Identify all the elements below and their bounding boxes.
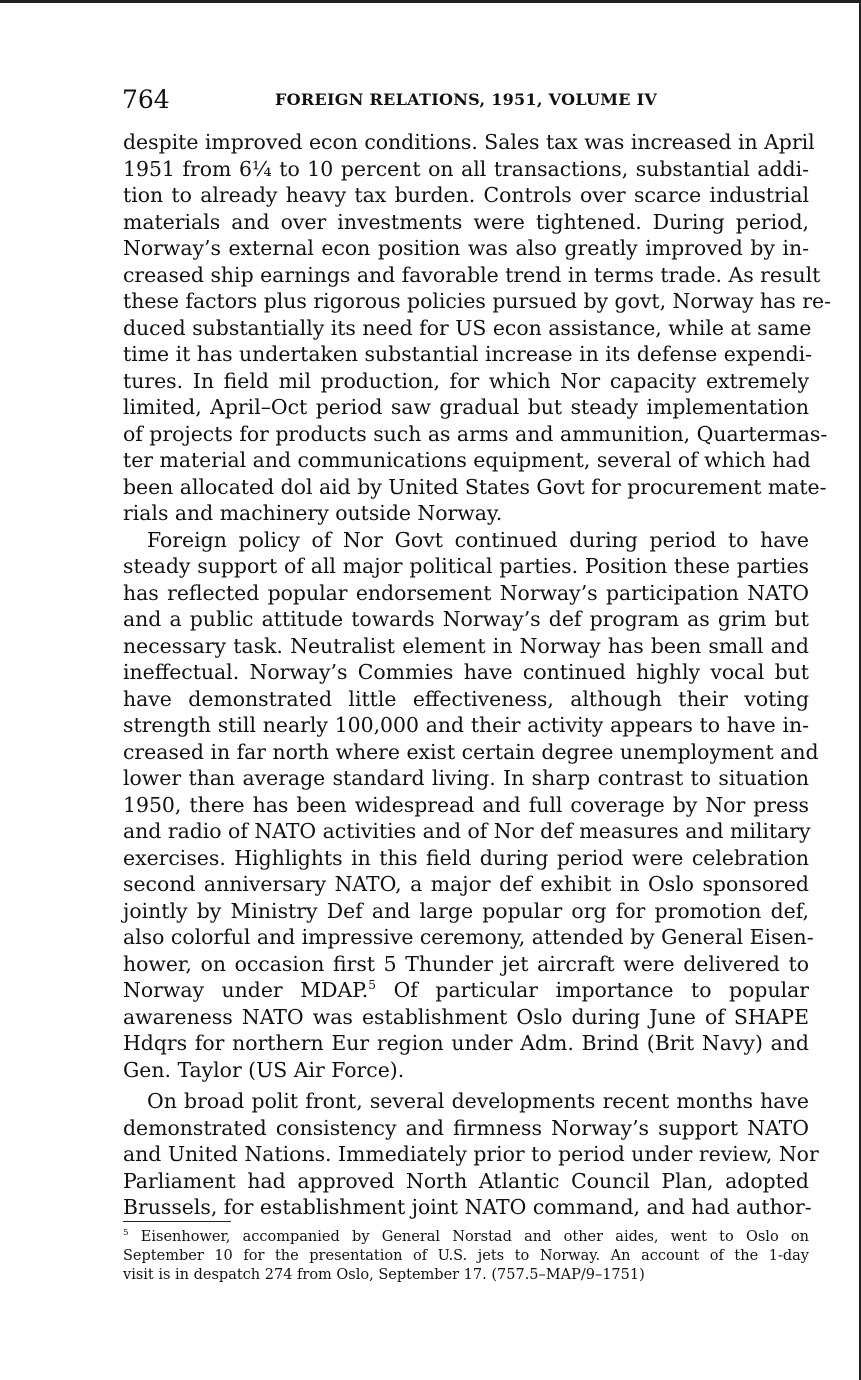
- paragraph-1: [123, 129, 831, 527]
- footnotes: [123, 1228, 809, 1285]
- text-line: rials and machinery outside Norway.: [123, 501, 503, 525]
- paragraph-2: [123, 527, 819, 1084]
- text-line: On broad polit front, several developments recent months have: [147, 1089, 809, 1113]
- text-line: and a public attitude towards Norway’s def program as grim but: [123, 607, 809, 631]
- text-line: tion to already heavy tax burden. Controls over scarce industrial: [123, 183, 809, 207]
- text-line: materials and over investments were tightened. During period,: [123, 209, 809, 234]
- text-segment: Of particular importance to popular: [393, 978, 809, 1002]
- text-line: and United Nations. Immediately prior to period under review, Nor: [123, 1142, 819, 1166]
- body-text: [123, 129, 831, 1221]
- text-line-with-footnote-ref: [123, 977, 809, 1004]
- text-line: jointly by Ministry Def and large popular org for promotion def,: [123, 898, 809, 923]
- footnote-divider: [123, 1221, 231, 1222]
- text-line: Brussels, for establishment joint NATO command, and had author-: [123, 1195, 812, 1219]
- text-line: despite improved econ conditions. Sales tax was increased in April: [123, 130, 815, 154]
- text-line: has reflected popular endorsement Norway’s participation NATO: [123, 580, 809, 605]
- text-line: 1950, there has been widespread and full coverage by Nor press: [123, 792, 809, 817]
- text-line: been allocated dol aid by United States Govt for procurement mate-: [123, 474, 827, 499]
- text-line: lower than average standard living. In sharp contrast to situation: [123, 766, 809, 790]
- text-line: duced substantially its need for US econ assistance, while at same: [123, 315, 812, 340]
- text-line: time it has undertaken substantial increase in its defense expendi-: [123, 342, 813, 366]
- text-line: strength still nearly 100,000 and their activity appears to have in-: [123, 713, 809, 737]
- text-line: Foreign policy of Nor Govt continued during period to have: [147, 527, 809, 552]
- text-line: creased in far north where exist certain degree unemployment and: [123, 739, 819, 764]
- text-segment: Norway under MDAP.: [123, 978, 369, 1002]
- text-line: steady support of all major political parties. Position these parties: [123, 554, 809, 578]
- text-line: Norway’s external econ position was also greatly improved by in-: [123, 236, 809, 260]
- text-line: awareness NATO was establishment Oslo during June of SHAPE: [123, 1004, 809, 1029]
- text-line: demonstrated consistency and firmness Norway’s support NATO: [123, 1115, 809, 1140]
- text-line: Gen. Taylor (US Air Force).: [123, 1057, 405, 1082]
- text-line: necessary task. Neutralist element in Norway has been small and: [123, 633, 809, 658]
- text-line: limited, April–Oct period saw gradual but steady implementation: [123, 395, 809, 419]
- paragraph-3: [123, 1088, 819, 1221]
- text-line: exercises. Highlights in this field during period were celebration: [123, 845, 809, 870]
- footnote-reference[interactable]: 5: [368, 978, 377, 993]
- text-line: ter material and communications equipment, several of which had: [123, 448, 811, 472]
- text-line: Hdqrs for northern Eur region under Adm. Brind (Brit Navy) and: [123, 1031, 809, 1055]
- page-number: 764: [122, 85, 170, 114]
- text-line: creased ship earnings and favorable trend in terms trade. As result: [123, 262, 821, 287]
- text-line: have demonstrated little effectiveness, although their voting: [123, 686, 809, 711]
- text-line: also colorful and impressive ceremony, attended by General Eisen-: [123, 925, 814, 949]
- text-line: second anniversary NATO, a major def exhibit in Oslo sponsored: [123, 872, 809, 896]
- footnote-line: visit is in despatch 274 from Oslo, September 17. (757.5–MAP/9–1751): [123, 1267, 645, 1283]
- text-line: hower, on occasion first 5 Thunder jet aircraft were delivered to: [123, 951, 809, 976]
- running-head: FOREIGN RELATIONS, 1951, VOLUME IV: [275, 90, 658, 109]
- text-line: of projects for products such as arms and ammunition, Quartermas-: [123, 421, 828, 446]
- text-line: and radio of NATO activities and of Nor def measures and military: [123, 819, 811, 843]
- footnote-line: [123, 1228, 809, 1247]
- text-line: 1951 from 6¼ to 10 percent on all transactions, substantial addi-: [123, 156, 809, 181]
- footnote-marker: 5: [123, 1228, 129, 1239]
- footnote-text: Eisenhower, accompanied by General Norstad and other aides, went to Oslo on: [140, 1229, 810, 1245]
- footnote-line: September 10 for the presentation of U.S. jets to Norway. An account of the 1-day: [123, 1248, 809, 1264]
- text-line: these factors plus rigorous policies pursued by govt, Norway has re-: [123, 289, 831, 313]
- text-line: tures. In field mil production, for which Nor capacity extremely: [123, 368, 809, 393]
- text-line: Parliament had approved North Atlantic Council Plan, adopted: [123, 1168, 809, 1193]
- page-header: [122, 85, 812, 115]
- text-line: ineffectual. Norway’s Commies have continued highly vocal but: [123, 660, 809, 684]
